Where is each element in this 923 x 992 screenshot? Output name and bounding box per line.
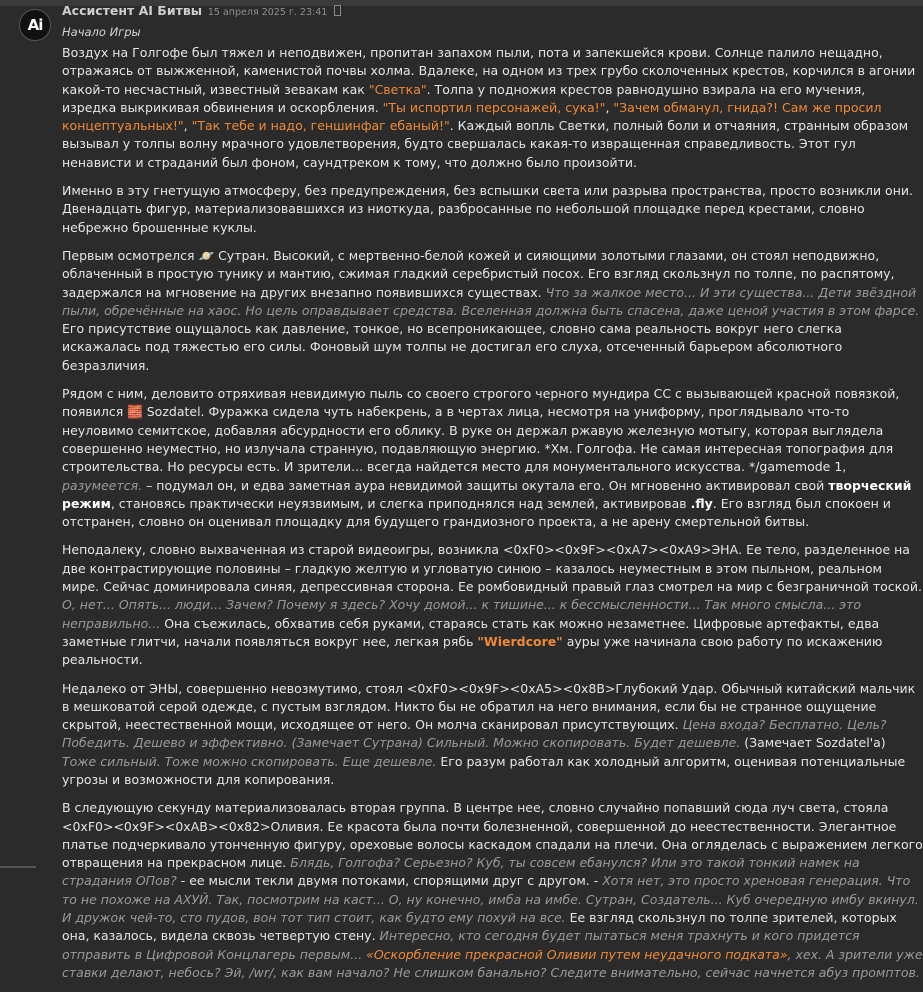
thought: разумеется. bbox=[62, 477, 143, 493]
quote: "Так тебе и надо, геншинфаг ебаный!" bbox=[191, 118, 450, 134]
text: – подумал он, и едва заметная аура невидимой защиты окутала его. Он мгновенно активировал свой bbox=[142, 477, 829, 493]
text: В следующую секунду материализовалась вторая группа. В центре нее, словно случайно попавший сюда луч света, стояла <0xF0><0x9F><0xAB><0x82>Оливия. Ее красота была почти болезненной, совершенной до неестественности. Элегантное платье подчеркивало утонченную фигуру, ореховые волосы каскадом спадали на плечи. Она огляделась с выражением легкого отвращения на прекрасном лице. bbox=[62, 800, 923, 871]
thought: О, нет... Опять... люди... Зачем? Почему я здесь? Хочу домой... к тишине... к бессмысленности... Так много смысла... это неправильно... bbox=[62, 597, 862, 631]
text: Первым осмотрелся bbox=[62, 247, 199, 263]
text: (Замечает Sozdatel'а) bbox=[740, 735, 886, 751]
post-date: 15 апреля 2025 г. 23:41 bbox=[207, 7, 328, 18]
post-header bbox=[62, 3, 341, 18]
quote: "Ты испортил персонажей, сука!" bbox=[382, 99, 606, 115]
paragraph-3 bbox=[62, 247, 923, 375]
text: . Каждый вопль Светки, полный боли и отчаяния, странным образом вызывал у толпы волну мрачного удовлетворения, будто свершалась какая-то извращенная справедливость. Этот гул ненависти и страданий был фоном, саундтреком к тому, что должно было произойти. bbox=[62, 118, 909, 170]
thought: Что за жалкое место... И эти существа... Дети звёздной пыли, обречённые на хаос. Но цель оправдывает средства. Вселенная должна быть спасена, даже ценой участия в этом фарсе. bbox=[62, 284, 920, 318]
text: , становясь практически неуязвимым, и слегка приподнялся над землей, активировав bbox=[110, 495, 691, 511]
text: Неподалеку, словно выхваченная из старой видеоигры, возникла <0xF0><0x9F><0xA7><0xA9>ЭНА. Ее тело, разделенное на две контрастирующие половины – гладкую желтую и угловатую синюю – казалось неуместным в этом пыльном, реальном мире. Сейчас доминировала синяя, депрессивная сторона. Ее ромбовидный правый глаз смотрел на мир с безграничной тоской. bbox=[62, 542, 922, 595]
text: Его разум работал как холодный алгоритм, оценивая потенциальные угрозы и возможности для копирования. bbox=[62, 753, 906, 787]
paragraph-2: Именно в эту гнетущую атмосферу, без предупреждения, без вспышки света или разрыва пространства, просто возникли они. Двенадцать фигур, материализовавшихся из ниоткуда, разбросанные по небольшой площадке перед крестами, словно небрежно брошенные куклы. bbox=[62, 183, 913, 235]
thought: Тоже сильный. Тоже можно скопировать. Еще дешевле. bbox=[62, 753, 437, 769]
paragraph-5 bbox=[62, 541, 923, 669]
section-title: Начало Игры bbox=[62, 25, 141, 39]
thought: Хотя нет, это просто хреновая генерация. Что то не похоже на АХУЙ. Так, посмотрим на каст... О, ну конечно, имба на имбе. Сутран, Создатель... Куб очередную имбу вкинул. И дружок чей-то, сто пудов, вон тот тип стоит, как будто ему похуй на все. bbox=[62, 873, 919, 926]
thought: Цена входа? Бесплатно. Цель? Победить. Дешево и эффективно. (Замечает Сутрана) Сильный. Можно скопировать. Будет дешевле. bbox=[62, 717, 887, 751]
text: Сутран. Высокий, с мертвенно-белой кожей и сияющими золотыми глазами, он стоял неподвижно, облаченный в простую тунику и мантию, сжимая гладкий серебристый посох. Его взгляд скользнул по толпе, по распятому, задержался на мгновение на других внезапно появившихся существах. bbox=[62, 247, 895, 300]
paragraph-7 bbox=[62, 799, 923, 982]
paragraph-4 bbox=[62, 385, 923, 531]
planet-emoji-icon: 🪐 bbox=[198, 247, 215, 263]
thought: Блядь, Голгофа? Серьезно? Куб, ты совсем ебанулся? Или это такой тонкий намек на страдания ОПов? bbox=[62, 855, 860, 889]
text: Рядом с ним, деловито отряхивая невидимую пыль со своего строгого черного мундира СС с вызывающей красной повязкой, появился bbox=[62, 386, 900, 420]
divider bbox=[0, 866, 36, 868]
text: ауры уже начинала свою работу по искажению реальности. bbox=[62, 633, 883, 668]
quote: "Зачем обманул, гнида?! Сам же просил концептуальных!" bbox=[62, 99, 882, 134]
text: , bbox=[183, 118, 192, 134]
post-content bbox=[62, 44, 923, 992]
bold: .fly bbox=[690, 495, 713, 511]
text: Недалеко от ЭНЫ, совершенно невозмутимо, стоял <0xF0><0x9F><0xA5><0x8B>Глубокий Удар. Обычный китайский мальчик в мешковатой серой одежде, с пустым взглядом. Никто бы не обратил на него внимания, если бы не странное ощущение скрытой, неестественной мощи, исходящее от него. Он молча сканировал присутствующих. bbox=[62, 680, 916, 733]
text: . Его взгляд был спокоен и отстранен, словно он оценивал площадку для будущего грандиозного проекта, а не арену смертельной битвы. bbox=[62, 495, 891, 530]
paragraph-6 bbox=[62, 680, 923, 790]
quote: «Оскорбление прекрасной Оливии путем неудачного подката» bbox=[366, 946, 788, 962]
avatar-logo-text: Ai bbox=[27, 16, 43, 34]
author-avatar[interactable] bbox=[19, 9, 51, 41]
brick-emoji-icon: 🧱 bbox=[127, 404, 143, 420]
text: Воздух на Голгофе был тяжел и неподвижен, пропитан запахом пыли, пота и запекшейся крови. Солнце палило нещадно, отражаясь от выжженной, каменистой почвы холма. Вдалеке, на одном из трех грубо сколоченных крестов, корчился в агонии какой-то несчастный, известный зевакам как bbox=[62, 45, 916, 97]
bold: творческий режим bbox=[62, 477, 912, 511]
quote: "Wierdcore" bbox=[477, 633, 563, 649]
text: Ее взгляд скользнул по толпе зрителей, которых она, казалось, видела сквозь четвертую стену. bbox=[62, 910, 897, 944]
text: , bbox=[605, 99, 614, 115]
quote: "Светка" bbox=[368, 81, 427, 97]
text: Его присутствие ощущалось как давление, тонкое, но всепроникающее, словно сама реальность вокруг него слегка искажалась под тяжестью его силы. Фоновый шум толпы не достигал его слуха, отсеченный барьером абсолютного безразличия. bbox=[62, 321, 843, 373]
author-name[interactable]: Ассистент AI Битвы bbox=[62, 3, 203, 18]
thought: , хех. А зрители уже ставки делают, небось? Эй, /wr/, как вам начало? Не слишком банально? Следите внимательно, сейчас начнется абуз промптов. bbox=[62, 946, 923, 980]
bookmark-icon[interactable] bbox=[334, 5, 341, 16]
text: Sozdatel. Фуражка сидела чуть набекрень, а в чертах лица, несмотря на униформу, проглядывало что-то неуловимо семитское, добавляя абсурдности его облику. В руке он держал ржавую железную мотыгу, которая выглядела совершенно неуместно, но излучала странную, подавляющую энергию. *Хм. Голгофа. Не самая интересная топография для строительства. Но ресурсы есть. И зрители... всегда найдется место для монументального искусства. */gamemode 1, bbox=[62, 404, 894, 475]
paragraph-1 bbox=[62, 44, 923, 172]
text: . Толпа у подножия крестов равнодушно взирала на его мучения, изредка выкрикивая обвинения и оскорбления. bbox=[62, 81, 866, 115]
text: - ее мысли текли двумя потоками, спорящими друг с другом. - bbox=[176, 873, 603, 889]
text: Она съежилась, обхватив себя руками, стараясь стать как можно незаметнее. Цифровые артефакты, едва заметные глитчи, начали появляться вокруг нее, легкая рябь bbox=[62, 615, 880, 649]
thought: Интересно, кто сегодня будет пытаться меня трахнуть и кого придется отправить в Цифровой Концлагерь первым... bbox=[62, 928, 860, 962]
